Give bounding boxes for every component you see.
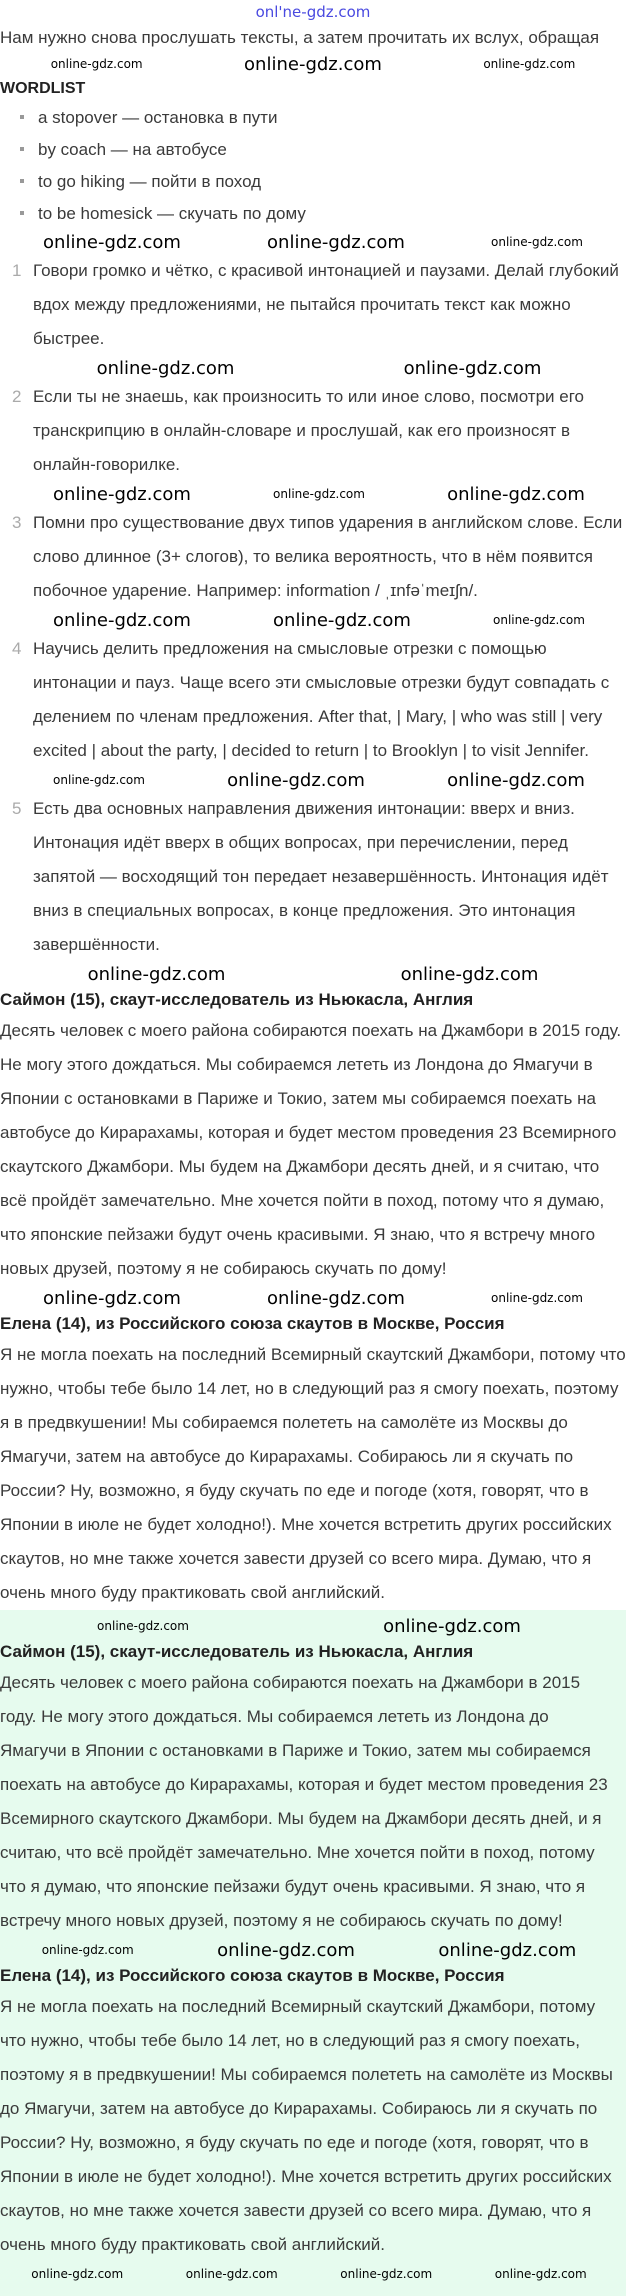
watermark-row — [0, 962, 626, 986]
watermark: online-gdz.com — [273, 487, 365, 501]
bullet-icon — [20, 115, 24, 119]
wordlist-item-text: by coach — на автобусе — [38, 140, 227, 159]
tip-number: 1 — [12, 261, 22, 280]
article-simon — [0, 986, 626, 1286]
tip-text: Если ты не знаешь, как произносить то или иное слово, посмотри его транскрипцию в онлайн-словаре и прослушай, как его произносят в онлайн-говорилке. — [33, 387, 585, 474]
watermark: online-gdz.com — [244, 53, 382, 75]
watermark-row — [0, 52, 626, 76]
tip-text: Научись делить предложения на смысловые отрезки с помощью интонации и пауз. Чаще всего эти смысловые отрезки будут совпадать с делением по членам предложения. After that, | Mary, | who was still | very excited | about the party, | decided to return | to Brooklyn | to visit Jennifer. — [33, 639, 610, 760]
tip-item — [12, 254, 626, 356]
wordlist-item-text: a stopover — остановка в пути — [38, 108, 278, 127]
watermark-row — [0, 1286, 626, 1310]
watermark-row — [0, 1938, 618, 1962]
article-elena — [0, 1310, 626, 1610]
article-simon-highlighted — [0, 1638, 618, 1938]
bullet-icon — [20, 179, 24, 183]
watermark: online-gdz.com — [483, 57, 576, 71]
tip-item — [12, 632, 626, 768]
watermark-row — [0, 2262, 618, 2286]
wordlist-item — [12, 166, 626, 198]
watermark: online-gdz.com — [383, 1615, 521, 1637]
watermark: online-gdz.com — [53, 483, 191, 505]
tip-text: Говори громко и чётко, с красивой интонацией и паузами. Делай глубокий вдох между предложениями, не пытайся прочитать текст как можно быстрее. — [33, 261, 619, 348]
tip-item — [12, 792, 626, 962]
watermark-row — [12, 608, 626, 632]
article-heading: Елена (14), из Российского союза скаутов в Москве, Россия — [0, 1966, 505, 1985]
wordlist-title: WORDLIST — [0, 80, 86, 97]
article-text: Десять человек с моего района собираются поехать на Джамбори в 2015 году. Не могу этого дождаться. Мы собираемся лететь из Лондона до Ямагучи в Японии с остановками в Париже и Токио, затем мы собираемся поехать на автобусе до Кирарахамы, которая и будет местом проведения 23 Всемирного скаутского Джамбори. Мы будем на Джамбори десять дней, и я считаю, что всё пройдёт замечательно. Мне хочется пойти в поход, потому что я думаю, что японские пейзажи будут очень красивыми. Я знаю, что я встречу много новых друзей, поэтому я не собираюсь скучать по дому! — [0, 1021, 622, 1278]
watermark-row — [0, 1614, 618, 1638]
highlighted-section — [0, 1610, 626, 2296]
wordlist-item-text: to be homesick — скучать по дому — [38, 204, 306, 223]
wordlist — [0, 102, 626, 230]
watermark: online-gdz.com — [87, 963, 226, 985]
watermark: online-gdz.com — [31, 2267, 124, 2281]
intro-text: Нам нужно снова прослушать тексты, а затем прочитать их вслух, обращая — [0, 28, 600, 47]
watermark: online-gdz.com — [217, 1939, 355, 1961]
watermark: online-gdz.com — [438, 1939, 577, 1961]
tip-number: 3 — [12, 513, 22, 532]
watermark: online-gdz.com — [227, 769, 365, 791]
bullet-icon — [20, 211, 24, 215]
wordlist-item-text: to go hiking — пойти в поход — [38, 172, 262, 191]
article-heading: Елена (14), из Российского союза скаутов в Москве, Россия — [0, 1314, 505, 1333]
watermark: online-gdz.com — [267, 1287, 405, 1309]
watermark-row — [12, 482, 626, 506]
watermark: online-gdz.com — [96, 357, 235, 379]
tip-number: 4 — [12, 639, 22, 658]
wordlist-item — [12, 198, 626, 230]
watermark: online-gdz.com — [494, 2267, 587, 2281]
watermark-top: onl'ne-gdz.com — [255, 3, 371, 21]
watermark: online-gdz.com — [447, 769, 585, 791]
watermark: online-gdz.com — [53, 773, 145, 787]
bullet-icon — [20, 147, 24, 151]
watermark: online-gdz.com — [43, 231, 181, 253]
wordlist-item — [12, 134, 626, 166]
watermark: online-gdz.com — [43, 1287, 181, 1309]
watermark: online-gdz.com — [493, 613, 585, 627]
watermark: online-gdz.com — [491, 1291, 583, 1305]
watermark: online-gdz.com — [50, 57, 143, 71]
watermark: online-gdz.com — [273, 609, 411, 631]
watermark: online-gdz.com — [185, 2267, 278, 2281]
article-heading: Саймон (15), скаут-исследователь из Ньюкасла, Англия — [0, 1642, 474, 1661]
tip-item — [12, 506, 626, 608]
tip-number: 5 — [12, 799, 22, 818]
watermark: online-gdz.com — [447, 483, 585, 505]
watermark: online-gdz.com — [267, 231, 405, 253]
article-text: Я не могла поехать на последний Всемирный скаутский Джамбори, потому что нужно, чтобы тебе было 14 лет, но в следующий раз я смогу поехать, поэтому я в предвкушении! Мы собираемся полететь на самолёте из Москвы до Ямагучи, затем на автобусе до Кирарахамы. Собираюсь ли я скучать по России? Ну, возможно, я буду скучать по еде и погоде (хотя, говорят, что в Японии в июле не будет холодно!). Мне хочется встретить других российских скаутов, но мне также хочется завести друзей со всего мира. Думаю, что я очень много буду практиковать свой английский. — [0, 1997, 613, 2254]
wordlist-item — [12, 102, 626, 134]
watermark-row — [12, 356, 626, 380]
watermark-row — [0, 0, 626, 24]
watermark: online-gdz.com — [491, 235, 583, 249]
watermark-row — [0, 230, 626, 254]
watermark: online-gdz.com — [53, 609, 191, 631]
tip-number: 2 — [12, 387, 22, 406]
article-text: Десять человек с моего района собираются поехать на Джамбори в 2015 году. Не могу этого дождаться. Мы собираемся лететь из Лондона до Ямагучи в Японии с остановками в Париже и Токио, затем мы собираемся поехать на автобусе до Кирарахамы, которая и будет местом проведения 23 Всемирного скаутского Джамбори. Мы будем на Джамбори десять дней, и я считаю, что всё пройдёт замечательно. Мне хочется пойти в поход, потому что я думаю, что японские пейзажи будут очень красивыми. Я знаю, что я встречу много новых друзей, поэтому я не собираюсь скучать по дому! — [0, 1673, 608, 1930]
watermark: online-gdz.com — [41, 1943, 134, 1957]
watermark-row — [12, 768, 626, 792]
article-elena-highlighted — [0, 1962, 618, 2262]
tip-text: Есть два основных направления движения интонации: вверх и вниз. Интонация идёт вверх в общих вопросах, при перечислении, перед запятой — восходящий тон передает незавершённость. Интонация идёт вниз в специальных вопросах, в конце предложения. Это интонация завершённости. — [33, 799, 609, 954]
watermark: online-gdz.com — [340, 2267, 433, 2281]
watermark: online-gdz.com — [403, 357, 542, 379]
watermark: online-gdz.com — [97, 1619, 189, 1633]
watermark: online-gdz.com — [400, 963, 539, 985]
tip-text: Помни про существование двух типов ударения в английском слове. Если слово длинное (3+ слогов), то велика вероятность, что в нём появится побочное ударение. Например: information / ˌɪnfəˈmeɪʃn/. — [33, 513, 623, 600]
tips-list — [0, 254, 626, 962]
article-heading: Саймон (15), скаут-исследователь из Ньюкасла, Англия — [0, 990, 474, 1009]
article-text: Я не могла поехать на последний Всемирный скаутский Джамбори, потому что нужно, чтобы тебе было 14 лет, но в следующий раз я смогу поехать, поэтому я в предвкушении! Мы собираемся полететь на самолёте из Москвы до Ямагучи, затем на автобусе до Кирарахамы. Собираюсь ли я скучать по России? Ну, возможно, я буду скучать по еде и погоде (хотя, говорят, что в Японии в июле не будет холодно!). Мне хочется встретить других российских скаутов, но мне также хочется завести друзей со всего мира. Думаю, что я очень много буду практиковать свой английский. — [0, 1345, 626, 1602]
tip-item — [12, 380, 626, 482]
